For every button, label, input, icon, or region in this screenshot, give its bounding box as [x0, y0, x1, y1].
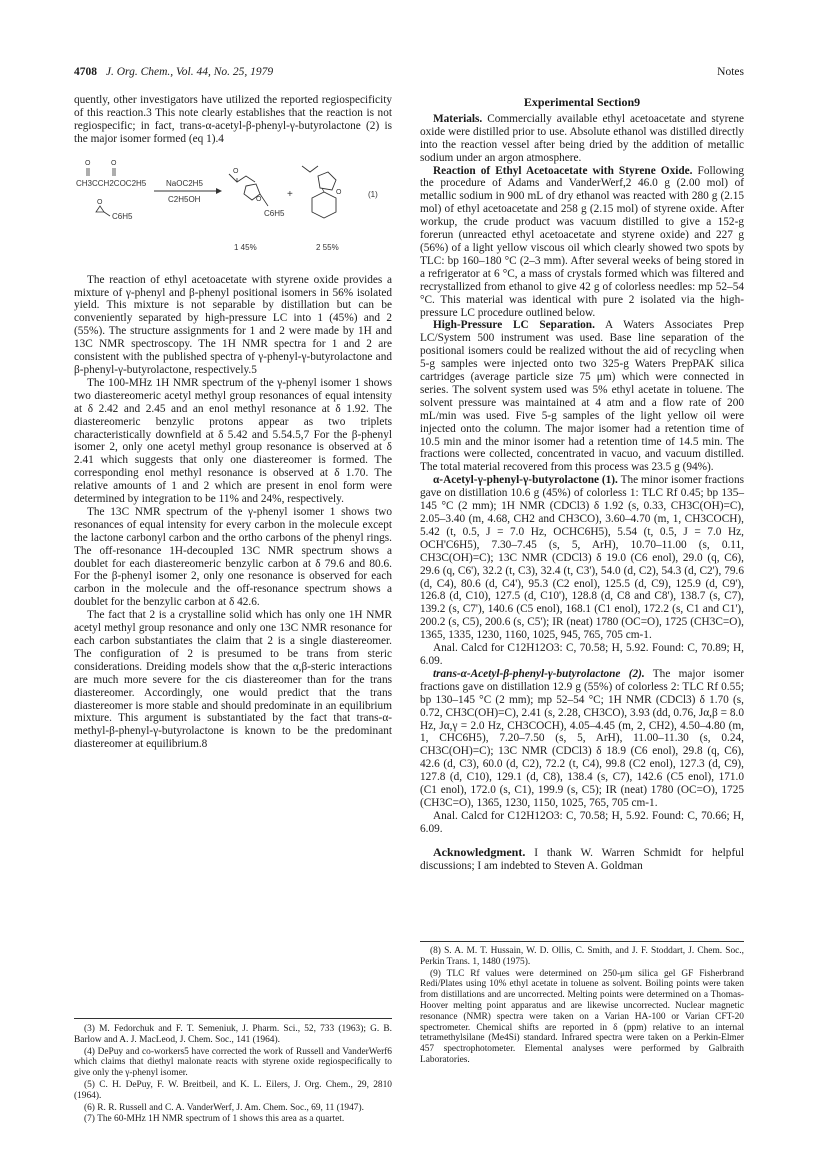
footnotes-right: [420, 946, 744, 1067]
hplc-text: A Waters Associates Prep LC/System 500 instrument was used. Base line separation of the positional isomers could be realized without the aid of recycling when 5-g samples were injected onto two 325-g Waters PrepPAK silica cartridges (average particle size 75 μm) which were connected in series. The solvent system used was 5% ethyl acetate in toluene. The solvent pressure was maintained at 4 atm and a flow rate of 200 mL/min was used. Five 5-g samples of the light yellow oil were injected onto the column. The major isomer had a retention time of 10.5 min and the minor isomer had a retention time of 14.5 min. The fractions were collected, concentrated in vacuo, and vacuum distilled. The total material recovered from this process was 23.5 g (94%).: [420, 319, 744, 474]
journal-citation: J. Org. Chem., Vol. 44, No. 25, 1979: [105, 66, 274, 78]
footnote: (4) DePuy and co-workers5 have corrected the work of Russell and VanderWerf6 which claims that diethyl malonate reacts with styrene oxide regiospecifically to give only the γ-phenyl isomer.: [74, 1046, 392, 1079]
condition-bottom: C2H5OH: [168, 194, 201, 204]
right-column: [420, 94, 744, 872]
materials-heading: Materials.: [433, 112, 483, 125]
svg-text:O: O: [233, 167, 239, 175]
compound1-heading: α-Acetyl-γ-phenyl-γ-butyrolactone (1).: [433, 474, 618, 487]
footnote: (7) The 60-MHz 1H NMR spectrum of 1 shows this area as a quartet.: [84, 1114, 345, 1125]
compound2-heading: trans-α-Acetyl-β-phenyl-γ-butyrolactone (2).: [433, 667, 645, 680]
svg-text:O: O: [111, 159, 117, 167]
hplc-heading: High-Pressure LC Separation.: [433, 319, 595, 332]
running-header: [74, 66, 744, 82]
compound1-analysis: Anal. Calcd for C12H12O3: C, 70.58; H, 5.92. Found: C, 70.89; H, 6.09.: [420, 642, 744, 667]
reaction-text: Following the procedure of Adams and VanderWerf,2 46.0 g (2.00 mol) of metallic sodium in 900 mL of dry ethanol was reacted with 280 g (2.15 mol) of ethyl acetoacetate and 258 g (2.15 mol) of styrene oxide. After workup, the crude product was vacuum distilled to give a 152-g forerun (unreacted ethyl acetoacetate and styrene oxide) and 227 g (56%) of a light yellow viscous oil which clearly showed two spots by TLC: bp 160–180 °C (2–3 mm). After several weeks of being stored in a refrigerator at 6 °C, a mass of crystals formed which was filtered and recrystallized from ethanol to give 42 g of colorless needles: mp 52–54 °C. This material was identical with pure 2 isolated via the high-pressure LC procedure outlined below.: [420, 164, 744, 319]
paragraph-mixture: The reaction of ethyl acetoacetate with styrene oxide provides a mixture of γ-phenyl and β-phenyl positional isomers in 56% isolated yield. This mixture is not separable by distillation but can be conveniently separated by high-pressure LC into 1 (45%) and 2 (55%). The structure assignments for 1 and 2 were made by 1H and 13C NMR spectroscopy. The 1H NMR spectra for 1 and 2 are consistent with the published spectra of γ-phenyl-γ-butyrolactone and β-phenyl-γ-butyrolactone, respectively.5: [74, 273, 392, 376]
acknowledgment-text: I thank W. Warren Schmidt for helpful discussions; I am indebted to Steven A. Goldman: [420, 846, 744, 872]
footnote-divider-right: [420, 941, 744, 942]
product1-label: 1 45%: [234, 242, 257, 252]
compound2-text: The major isomer fractions gave on distillation 12.9 g (55%) of colorless 2: TLC Rf 0.55; bp 130–145 °C (2 mm); mp 52–54 °C; 1H NMR (CDCl3) δ 1.70 (s, 0.72, CH3C(OH)=C), 2.41 (s, 2.28, CH3CO), 3.93 (dd, 0.76, Jα,β = 8.0 Hz, Jα,γ = 2.0 Hz, CH3COCH), 4.05–4.45 (m, 2, CH2), 4.50–4.80 (m, 1, CHC6H5), 7.20–7.50 (s, 5, ArH), 11.00–11.30 (s, 0.24, CH3C(OH)=C); 13C NMR (CDCl3) δ 18.9 (C6 enol), 29.8 (q, C6), 42.6 (d, C3), 60.0 (d, C2), 72.2 (t, C4), 99.8 (C2 enol), 127.3 (d, C9), 127.8 (d, C10), 129.1 (d, C8), 138.4 (s, C7), 142.6 (C5 enol), 171.0 (C1 enol), 172.0 (s, C1), 199.9 (s, C5); IR (neat) 1780 (OC=O), 1725 (CH3C=O), 1365, 1230, 1150, 1025, 765, 705 cm-1.: [420, 667, 744, 809]
product1-substituent: C6H5: [264, 208, 285, 218]
compound2-analysis: Anal. Calcd for C12H12O3: C, 70.58; H, 5.92. Found: C, 70.66; H, 6.09.: [420, 809, 744, 835]
svg-text:O: O: [256, 195, 262, 203]
footnote: (5) C. H. DePuy, F. W. Breitbeil, and K. L. Eilers, J. Org. Chem., 29, 2810 (1964).: [74, 1079, 392, 1101]
scheme-plus: +: [287, 188, 293, 200]
reaction-scheme: [74, 154, 392, 266]
left-column: [74, 94, 392, 751]
paragraph-1h-nmr: The 100-MHz 1H NMR spectrum of the γ-phenyl isomer 1 shows two diastereomeric acetyl methyl group resonances of equal intensity at δ 2.42 and 2.45 and an enol methyl resonance at δ 1.92. The diastereomeric benzylic protons appear as two triplets characteristically downfield at δ 5.42 and 5.54.5,7 For the β-phenyl isomer 2, only one acetyl methyl group resonance is observed at δ 2.41 which suggests that only one diastereomer is formed. The corresponding enol methyl resonance is observed at δ 1.70. The relative amounts of 1 and 2 which are present in enol form were determined by integration to be 11% and 24%, respectively.: [74, 376, 392, 506]
paragraph-13c-nmr: The 13C NMR spectrum of the γ-phenyl isomer 1 shows two resonances of equal intensity for every carbon in the molecule except the lactone carbonyl carbon and the ortho carbons of the phenyl rings. The off-resonance 1H-decoupled 13C NMR spectrum shows a doublet for each diastereomeric benzylic carbon at δ 79.6 and 80.6. For the β-phenyl isomer 2, only one resonance is observed for each carbon in the molecule and the off-resonance spectrum shows a doublet for the benzylic carbon at δ 42.6.: [74, 505, 392, 609]
hplc-paragraph: [420, 319, 744, 474]
acknowledgment-paragraph: [420, 846, 744, 873]
equation-label: (1): [368, 189, 378, 199]
reaction-paragraph: [420, 165, 744, 320]
reaction-heading: Reaction of Ethyl Acetoacetate with Styrene Oxide.: [433, 164, 693, 177]
acknowledgment-heading: Acknowledgment.: [433, 844, 526, 859]
intro-paragraph: quently, other investigators have utilized the reported regiospecificity of this reaction.3 This note clearly establishes that the reaction is not regiospecific; in fact, trans-α-acetyl-β-phenyl-γ-butyrolactone (2) is the major isomer formed (eq 1).4: [74, 94, 392, 145]
experimental-section-heading: Experimental Section9: [523, 95, 641, 109]
header-left: [74, 66, 273, 78]
scheme-drawing: [74, 154, 392, 266]
materials-text: Commercially available ethyl acetoacetate and styrene oxide were distilled prior to use. Absolute ethanol was distilled directly into the reaction vessel after being dried by the addition of metallic sodium under an argon atmosphere.: [420, 112, 745, 164]
footnotes-left: [74, 1024, 392, 1126]
section-label: Notes: [717, 66, 744, 78]
svg-text:O: O: [85, 159, 91, 167]
page-number: 4708: [74, 66, 97, 78]
svg-text:O: O: [97, 198, 103, 206]
footnote: (3) M. Fedorchuk and F. T. Semeniuk, J. Pharm. Sci., 52, 733 (1963); G. B. Barlow and A. J. MacLeod, J. Chem. Soc., 141 (1964).: [74, 1024, 392, 1045]
compound2-paragraph: [420, 668, 744, 810]
paragraph-configuration: The fact that 2 is a crystalline solid which has only one 1H NMR acetyl methyl group resonance and only one 13C NMR resonance for each carbon substantiates the claim that 2 is a single diastereomer. The configuration of 2 is presumed to be trans from steric considerations. Dreiding models show that the α,β-steric interactions are much more severe for the cis diastereomer than for the trans diastereomer. Accordingly, one would predict that the trans diastereomer is more stable and should predominate in an equilibrium mixture. This argument is substantiated by the fact that trans-α-methyl-β-phenyl-γ-butyrolactone is known to be the predominant diastereomer at equilibrium.8: [74, 609, 392, 751]
footnote: (8) S. A. M. T. Hussain, W. D. Ollis, C. Smith, and J. F. Stoddart, J. Chem. Soc., Perkin Trans. 1, 1480 (1975).: [420, 946, 744, 967]
condition-top: NaOC2H5: [166, 178, 203, 188]
footnote: (9) TLC Rf values were determined on 250-μm silica gel GF Fisherbrand Redi/Plates using 10% ethyl acetate in toluene as solvent. Boiling points were taken from distillations and are uncorrected. Melting points were determined on a Thomas-Hoover melting point apparatus and are likewise uncorrected. Nuclear magnetic resonance (NMR) spectra were taken on a Varian HA-100 or Varian CFT-20 spectrometer. Chemical shifts are reported in δ (ppm) relative to an internal tetramethylsilane (Me4Si) standard. Infrared spectra were taken on a Perkin-Elmer 457 spectrophotometer. Elemental analyses were performed by Galbraith Laboratories.: [420, 968, 744, 1065]
footnote-divider-left: [74, 1018, 392, 1019]
materials-paragraph: [420, 113, 744, 165]
svg-text:O: O: [336, 188, 342, 196]
compound1-paragraph: [420, 474, 744, 642]
product2-label: 2 55%: [316, 242, 339, 252]
reagent2-substituent: C6H5: [112, 211, 133, 221]
footnote: (6) R. R. Russell and C. A. VanderWerf, J. Am. Chem. Soc., 69, 11 (1947).: [84, 1102, 364, 1113]
compound1-text: The minor isomer fractions gave on distillation 10.6 g (45%) of colorless 1: TLC Rf 0.45; bp 135–145 °C (2 mm); 1H NMR (CDCl3) δ 1.92 (s, 0.33, CH3C(OH)=C), 2.05–3.40 (m, 4.68, CH2 and CH3CO), 3.60–4.70 (m, 1, CH3COCH), 5.42 (t, 0.5, J = 7.0 Hz, OCHC6H5), 5.54 (t, 0.5, J = 7.0 Hz, OCH'C6H5), 7.30–7.45 (s, 5, ArH), 10.70–11.00 (s, 0.11, CH3C(OH)=C); 13C NMR (CDCl3) δ 19.0 (C6 enol), 29.0 (q, C6), 29.6 (q, C6'), 32.2 (t, C3), 32.4 (t, C3'), 54.0 (d, C2), 54.3 (d, C2'), 79.6 (d, C4), 80.6 (d, C4'), 95.3 (C2 enol), 125.5 (d, C9), 125.9 (d, C9'), 126.8 (d, C10), 127.5 (d, C10'), 128.8 (d, C8 and C8'), 138.7 (s, C7), 139.2 (s, C7'), 140.6 (C5 enol), 168.1 (C1 enol), 172.2 (s, C1 and C1'), 200.2 (s, C5), 200.6 (s, C5'); IR (neat) 1780 (OC=O), 1725 (CH3C=O), 1365, 1335, 1230, 1160, 1025, 945, 765, 705 cm-1.: [420, 474, 744, 642]
reagent1-formula: CH3CCH2COC2H5: [76, 178, 147, 188]
